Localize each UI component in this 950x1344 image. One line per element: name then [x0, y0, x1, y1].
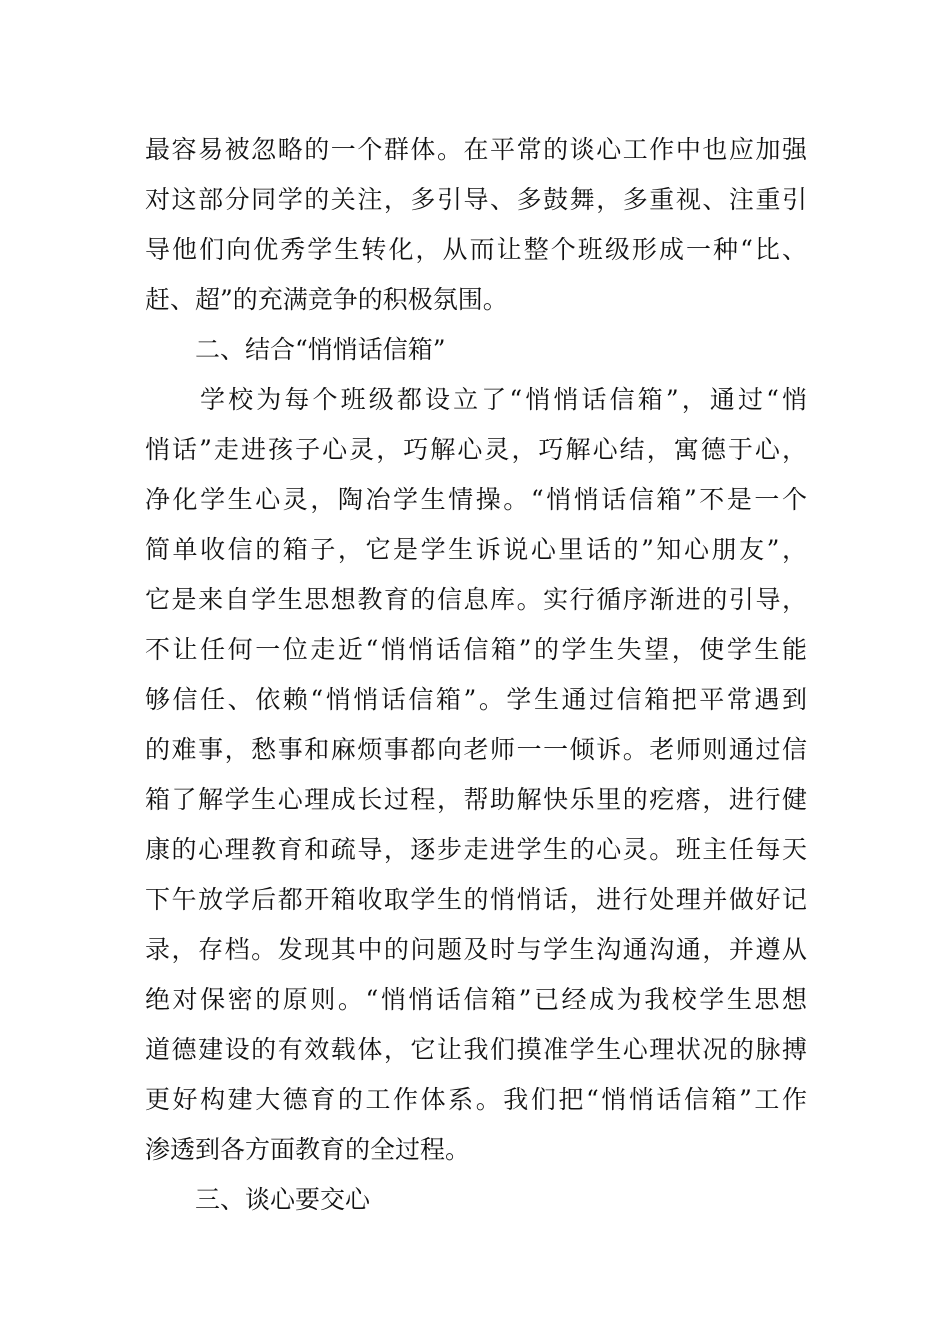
paragraph-2-line-12: 录，存档。发现其中的问题及时与学生沟通沟通，并遵从 — [145, 935, 807, 964]
paragraph-1-line-2: 对这部分同学的关注，多引导、多鼓舞，多重视、注重引 — [145, 185, 807, 214]
paragraph-2-line-6: 不让任何一位走近“悄悄话信箱”的学生失望，使学生能 — [145, 635, 807, 664]
paragraph-1-line-1: 最容易被忽略的一个群体。在平常的谈心工作中也应加强 — [145, 135, 807, 164]
section-heading-2: 二、结合“悄悄话信箱” — [195, 335, 446, 364]
paragraph-2-line-3: 净化学生心灵，陶冶学生情操。“悄悄话信箱”不是一个 — [145, 485, 807, 514]
paragraph-1-line-3: 导他们向优秀学生转化，从而让整个班级形成一种“比、 — [145, 235, 807, 264]
section-heading-3: 三、谈心要交心 — [195, 1185, 371, 1214]
paragraph-2-line-11: 下午放学后都开箱收取学生的悄悄话，进行处理并做好记 — [145, 885, 807, 914]
paragraph-2-line-10: 康的心理教育和疏导，逐步走进学生的心灵。班主任每天 — [145, 835, 807, 864]
paragraph-2-line-4: 简单收信的箱子，它是学生诉说心里话的”知心朋友”， — [145, 535, 807, 564]
paragraph-2-line-13: 绝对保密的原则。“悄悄话信箱”已经成为我校学生思想 — [145, 985, 807, 1014]
paragraph-2-line-14: 道德建设的有效载体，它让我们摸准学生心理状况的脉搏 — [145, 1035, 807, 1064]
paragraph-2-line-2: 悄话”走进孩子心灵，巧解心灵，巧解心结，寓德于心， — [145, 435, 807, 464]
paragraph-2-line-5: 它是来自学生思想教育的信息库。实行循序渐进的引导， — [145, 585, 807, 614]
paragraph-2-line-8: 的难事，愁事和麻烦事都向老师一一倾诉。老师则通过信 — [145, 735, 807, 764]
paragraph-2-line-7: 够信任、依赖“悄悄话信箱”。学生通过信箱把平常遇到 — [145, 685, 807, 714]
paragraph-2-line-16: 渗透到各方面教育的全过程。 — [145, 1135, 471, 1164]
paragraph-2-line-15: 更好构建大德育的工作体系。我们把“悄悄话信箱”工作 — [145, 1085, 807, 1114]
paragraph-2-line-1: 学校为每个班级都设立了“悄悄话信箱”，通过“悄 — [200, 385, 807, 414]
paragraph-2-line-9: 箱了解学生心理成长过程，帮助解快乐里的疙瘩，进行健 — [145, 785, 807, 814]
paragraph-1-line-4: 赶、超”的充满竞争的积极氛围。 — [145, 285, 508, 314]
